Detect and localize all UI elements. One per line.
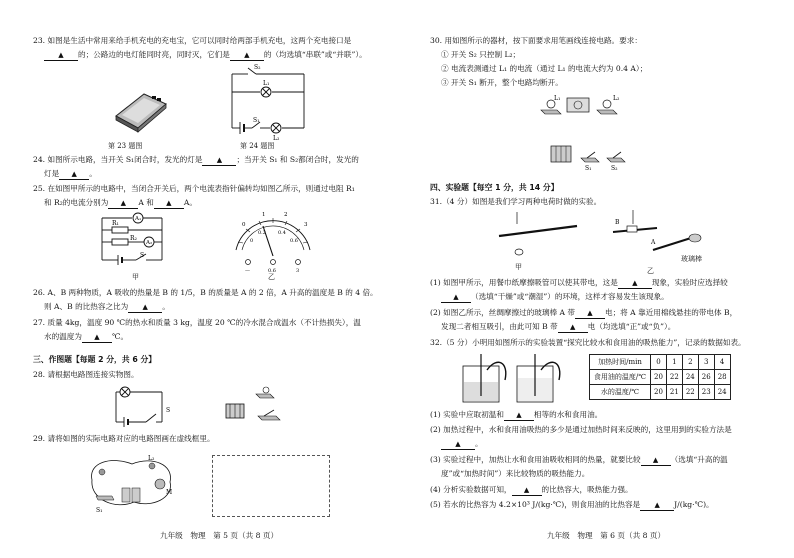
answer-blank[interactable]: ▲: [558, 322, 588, 333]
fig25-circuit-diagram: [96, 212, 172, 268]
q30-line2: ① 开关 S₂ 只控制 L₂；: [441, 50, 521, 59]
data-table: [589, 354, 731, 400]
ammeter-dial: [228, 212, 318, 272]
table-row: [590, 355, 731, 370]
lamp-label: L₁: [554, 95, 561, 102]
fig23-caption: 第 23 题图: [108, 142, 143, 150]
terminal-label: —: [245, 268, 250, 274]
table-cell: 22: [682, 385, 698, 400]
q30-line1: 30. 用如图所示的器材，按下面要求用笔画线连接电路。要求：: [430, 36, 642, 45]
q31-part1-line2: ▲ （选填“干燥”或“潮湿”）的环境，这样才容易发生该现象。: [441, 292, 669, 303]
table-cell: 26: [698, 370, 714, 385]
q32-intro: 32.（5 分）小明用如图所示的实验装置“探究比较水和食用油的吸热能力”，记录的数据如表。: [430, 338, 746, 347]
scale-label: 2: [284, 212, 288, 218]
scale-label: 0.6: [290, 238, 298, 244]
answer-blank[interactable]: ▲: [512, 485, 542, 496]
q30-line4: ③ 开关 S₁ 断开，整个电路均断开。: [441, 78, 563, 87]
fig31-a-straw-experiment: [497, 210, 587, 262]
scale-label: 0: [250, 238, 254, 244]
section-3-heading: 三、作图题【每题 2 分，共 6 分】: [33, 355, 157, 364]
lamp-label: L₂: [613, 95, 620, 102]
scale-label: 0.2: [258, 230, 266, 236]
q28-prompt: 28. 请根据电路图连接实物图。: [33, 370, 139, 379]
resistor-label: R₂: [130, 235, 137, 242]
q32-part3-line2: 度”或“加热时间”）来比较物质的吸热能力。: [441, 469, 590, 478]
q27-line1: 27. 质量 4kg，温度 90 ℃的热水和质量 3 kg，温度 20 ℃的冷水混合成温水（不计热损失），温: [33, 318, 361, 327]
q26-line1: 26. A、B 两种物质，A 吸收的热量是 B 的 1/5，B 的质量是 A 的 2 倍，A 升高的温度是 B 的 4 倍。: [33, 288, 378, 297]
scale-label: 0: [242, 222, 246, 228]
fig31-label-a: 甲: [515, 263, 522, 271]
meter-label: A₂: [146, 240, 153, 246]
svg-text:B: B: [615, 219, 620, 226]
table-cell: 20: [651, 370, 667, 385]
q24-line1: 24. 如图所示电路，当开关 S₁闭合时，发光的灯是 ▲ ；当开关 S₁ 和 S₂都闭合时，发光的: [33, 155, 359, 164]
page-footer-right: 九年级 物理 第 6 页（共 8 页）: [547, 531, 666, 540]
table-cell: 23: [698, 385, 714, 400]
q25-line1: 25. 在如图甲所示的电路中，当闭合开关后，两个电流表指针偏转均如图乙所示，则通过电阻 R₁: [33, 184, 355, 193]
fig24-caption: 第 24 题图: [240, 142, 275, 150]
table-cell: 28: [714, 370, 730, 385]
answer-blank[interactable]: ▲: [44, 50, 78, 61]
fig32-beakers: [457, 352, 577, 404]
table-cell: 4: [714, 355, 730, 370]
table-cell: 24: [714, 385, 730, 400]
q29-prompt: 29. 请将如图的实际电路对应的电路图画在虚线框里。: [33, 434, 215, 443]
svg-text:A: A: [651, 239, 656, 246]
lamp-label: L₂: [148, 455, 155, 462]
q27-line2: 水的温度为 ▲ ℃。: [44, 332, 129, 341]
table-cell: 22: [666, 370, 682, 385]
switch-label: S₁: [96, 507, 103, 514]
table-row: [590, 385, 731, 400]
fig24-circuit-diagram: [226, 64, 314, 140]
fig30-components: [537, 92, 637, 170]
lamp-label: L₂: [273, 135, 280, 142]
q31-intro: 31.（4 分）如图是我们学习两种电荷时做的实验。: [430, 197, 602, 206]
table-cell: 2: [682, 355, 698, 370]
q32-part2-line2: ▲ 。: [441, 439, 483, 450]
q23-line2: ▲ 的；公路边的电灯能同时亮，同时灭，它们是 ▲ 的（均选填“串联”或“并联”）。: [44, 50, 367, 61]
q32-part5: (5) 若水的比热容为 4.2×10³ J/(kg·℃)，则食用油的比热容是 ▲ J/(kg·℃)。: [430, 500, 714, 509]
answer-blank[interactable]: ▲: [618, 278, 652, 289]
scale-label: 1: [262, 212, 266, 218]
table-row: [590, 370, 731, 385]
resistor-label: R₁: [112, 220, 119, 227]
answer-blank[interactable]: ▲: [575, 308, 605, 319]
answer-blank[interactable]: ▲: [441, 292, 471, 303]
answer-blank[interactable]: ▲: [82, 332, 112, 343]
switch-label: S₁: [585, 165, 592, 172]
answer-box[interactable]: [212, 455, 330, 517]
q32-part2-line1: (2) 加热过程中，水和食用油吸热的多少是通过加热时间来反映的，这里用到的实验方法是: [430, 425, 732, 434]
q31-part2-line1: (2) 如图乙所示，丝绸摩擦过的玻璃棒 A 带 ▲ 电；将 A 靠近用棉线悬挂的带电体 B，: [430, 308, 738, 317]
answer-blank[interactable]: ▲: [128, 302, 162, 313]
q32-part4: (4) 分析实验数据可知， ▲ 的比热容大，吸热能力强。: [430, 485, 633, 494]
answer-blank[interactable]: ▲: [504, 410, 534, 421]
answer-blank[interactable]: ▲: [202, 155, 236, 166]
q32-part3-line1: (3) 实验过程中，加热让水和食用油吸收相同的热量，就要比较 ▲ （选填“升高的温: [430, 455, 728, 464]
q25-line2: 和 R₂的电流分别为 ▲ A 和 ▲ A。: [44, 198, 197, 207]
table-cell: 水的温度/℃: [590, 385, 651, 400]
scale-label: 0.4: [278, 230, 286, 236]
motor-label: M: [166, 489, 173, 496]
q32-part1: (1) 实验中应取初温和 ▲ 相等的水和食用油。: [430, 410, 603, 419]
q24-line2: 灯是 ▲ 。: [44, 169, 97, 178]
section-4-heading: 四、实验题【每空 1 分，共 14 分】: [430, 183, 559, 192]
table-cell: 0: [651, 355, 667, 370]
q30-line3: ② 电流表测通过 L₁ 的电流（通过 L₁ 的电流大约为 0.4 A）；: [441, 64, 648, 73]
answer-blank[interactable]: ▲: [108, 198, 138, 209]
table-cell: 21: [666, 385, 682, 400]
switch-label: S₁: [253, 117, 260, 124]
fig25-label-b: 乙: [268, 273, 275, 281]
switch-label: S₂: [254, 64, 261, 71]
scale-label: 3: [304, 222, 308, 228]
answer-blank[interactable]: ▲: [230, 50, 264, 61]
switch-label: S₂: [611, 165, 618, 172]
terminal-label: 0.6: [268, 268, 276, 274]
page-right: [397, 0, 794, 558]
q26-line2: 则 A、B 的比热容之比为 ▲ 。: [44, 302, 170, 311]
q31-part2-line2: 发现二者相互吸引，由此可知 B 带 ▲ 电（均选填“正”或“负”）。: [441, 322, 676, 331]
fig28-components: [222, 386, 292, 426]
answer-blank[interactable]: ▲: [640, 500, 674, 511]
fig29-physical-circuit: [82, 450, 178, 514]
switch-label: S: [166, 407, 171, 414]
table-cell: 加热时间/min: [590, 355, 651, 370]
answer-blank[interactable]: ▲: [641, 455, 671, 466]
answer-blank[interactable]: ▲: [441, 439, 475, 450]
terminal-label: 3: [296, 268, 300, 274]
lamp-label: L₁: [263, 80, 270, 87]
fig25-label-a: 甲: [132, 273, 139, 281]
meter-label: A₁: [135, 216, 142, 222]
table-cell: 24: [682, 370, 698, 385]
table-cell: 1: [666, 355, 682, 370]
fig28-circuit-diagram: [110, 384, 176, 428]
power-bank-illustration: [108, 86, 168, 134]
answer-blank[interactable]: ▲: [154, 198, 184, 209]
table-cell: 20: [651, 385, 667, 400]
page-footer-left: 九年级 物理 第 5 页（共 8 页）: [160, 531, 279, 540]
q31-part1-line1: (1) 如图甲所示，用餐巾纸摩擦吸管可以使其带电，这是 ▲ 现象，实验时应选择较: [430, 278, 728, 287]
q23-line1: 23. 如图是生活中常用来给手机充电的充电宝，它可以同时给两部手机充电，这两个充电接口是: [33, 36, 352, 45]
answer-blank[interactable]: ▲: [59, 169, 89, 180]
table-cell: 3: [698, 355, 714, 370]
fig31-rod-label: 玻璃棒: [681, 255, 702, 263]
switch-label: S: [140, 252, 145, 259]
fig31-label-b: 乙: [647, 267, 654, 275]
table-cell: 食用油的温度/℃: [590, 370, 651, 385]
